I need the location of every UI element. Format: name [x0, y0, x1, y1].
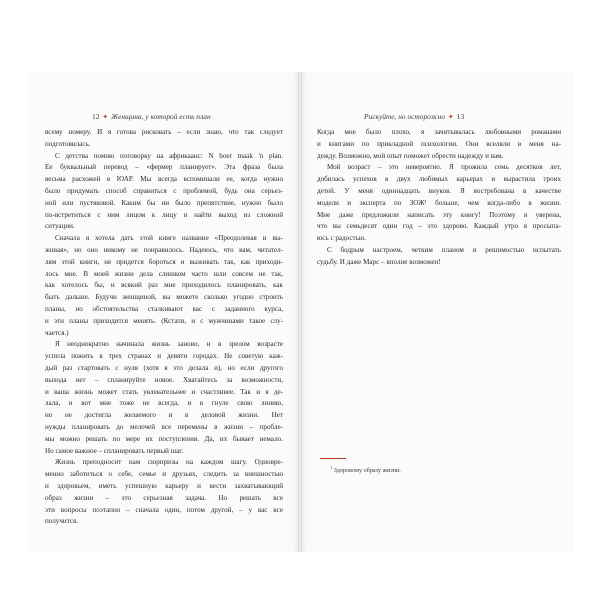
text-line: лала, и вот мне тоже не всегда, и в гнуле свою линию,: [45, 399, 283, 408]
text-line: чается.): [45, 328, 69, 337]
text-line: Сначала я хотела дать этой книге название «Преодолевая и вы-: [55, 234, 283, 243]
text-line: что вы семьдесят один год – это здорово. Каждый утро я просыпа-: [317, 222, 561, 231]
text-line: добилась успехов в двух любимых карьерах и вырастила троих: [317, 175, 561, 184]
text-line: Но самое важное – спланировать первый шаг.: [45, 446, 184, 455]
text-line: Мой возраст – это невероятно. Я прожила семь десятков лет,: [327, 163, 561, 172]
left-page-number: 12: [92, 112, 100, 121]
text-line: и эти планы приходится менять. (Кстати, и с мужчинами такое слу-: [45, 316, 283, 325]
text-line: нужды планировать до мелочей все перемены в жизни – пробле-: [45, 422, 283, 431]
text-line: Жизнь преподносит нам сюрпризы на каждом шагу. Одновре-: [55, 458, 283, 467]
text-line: и ваша жизнь может стать увлекательнее и счастливее. Так и я де-: [45, 387, 283, 396]
footnote-rule: [320, 458, 346, 459]
text-line: и здоровьем, иметь успешную карьеру и вести захватывающий: [45, 481, 283, 490]
text-line: подготовилась.: [45, 139, 91, 148]
text-line: но не достигла желаемого и в деловой жизни. Нет: [45, 411, 283, 420]
text-line: Мне даже предложили написать эту книгу! Поэтому я уверена,: [317, 210, 561, 219]
text-line: выхода нет – спланируйте новое. Хватайтесь за возможности,: [45, 375, 283, 384]
text-line: живая», но оно никому не понравилось. Надеюсь, что вам, читател-: [45, 245, 283, 254]
text-line: как хотелось бы, и всякий раз мне приходилось планировать, как: [45, 281, 283, 290]
text-line: ситуации.: [45, 222, 75, 231]
text-line: лям этой книги, не придется бороться и выживать так, как приходи-: [45, 257, 283, 266]
text-line: всему номеру. И я готова рисковать – если знаю, что так следует: [45, 128, 283, 136]
text-line: судьбу. И даже Марс – вполне возможен!: [317, 257, 441, 266]
right-running-title: Рискуйте, но осторожно: [364, 112, 445, 121]
text-line: быть дальше. Будучи женщиной, вы можете сколько угодно строить: [45, 293, 283, 302]
text-line: менно заботиться о себе, семье и друзьях, следить за внешностью: [45, 470, 283, 479]
text-line: Когда мне было плохо, я зачитывалась любовными романами: [317, 128, 561, 136]
text-line: было придумать способ справиться с проблемой, будь она серьез-: [45, 186, 283, 195]
text-line: дый раз стартовать с нуля (хотя я это делала и), но если другого: [45, 363, 283, 372]
text-line: весьма расхожей в ЮАР. Мы всегда вспоминали ее, когда нужно: [45, 175, 283, 184]
text-line: юсь с радостью.: [317, 234, 366, 243]
footnote-text: Здоровому образу жизни.: [333, 467, 401, 475]
text-line: С детства помню поговорку на африкаанс: N boer maak 'n plan.: [55, 151, 283, 160]
right-page-number: 13: [456, 112, 465, 121]
text-line: по-встретиться с ним лицом к лицу и найти выход из сложной: [45, 210, 283, 219]
right-running-header: [364, 112, 464, 121]
text-line: образ жизни – это серьезная задача. Но решать все: [45, 493, 283, 502]
text-line: лось мне. В моей жизни дела слишком часто шли совсем не так,: [45, 269, 283, 278]
text-line: успела пожить в трех странах и девяти городах. Не советую каж-: [45, 352, 283, 361]
ornament-star-icon: ✦: [447, 113, 454, 121]
text-line: модели и эксперта по ЗОЖ¹ больше, чем когда-либо в жизни.: [317, 198, 561, 207]
text-line: мы можно решать по мере их поступления. Да, их бывает немало.: [45, 434, 283, 443]
left-running-header: [92, 112, 211, 121]
text-line: Я неоднократно начинала жизнь заново, и в зрелом возрасте: [55, 340, 283, 349]
text-line: дежду. Возможно, мой опыт поможет обрести надежду и вам.: [317, 151, 504, 160]
text-line: ной или пустяковой. Каким бы ни было препятствие, нужно было: [45, 198, 283, 207]
text-line: эти вопросы поэтапно – сначала один, потом другой, – у вас все: [45, 505, 283, 514]
left-body-text: [45, 127, 283, 528]
text-line: детей. У меня одиннадцать внуков. Я востребована в качестве: [317, 186, 561, 195]
ornament-star-icon: ✦: [102, 113, 109, 121]
text-line: Ее буквальный перевод – «фермер планирует». Эта фраза была: [45, 163, 283, 172]
text-line: получится.: [45, 517, 79, 526]
right-body-text: [317, 127, 561, 269]
footnote: [330, 465, 401, 474]
left-running-title: Женщина, у которой есть план: [111, 112, 211, 121]
text-line: С бодрым настроем, четким планом и решимостью испытать: [327, 245, 561, 254]
footnote-marker: 1: [330, 465, 333, 470]
text-line: планы, но обстоятельства сталкивают вас с заданного курса,: [45, 304, 283, 313]
text-line: и книгами по прикладной психологии. Они вселяли в меня на-: [317, 139, 561, 148]
